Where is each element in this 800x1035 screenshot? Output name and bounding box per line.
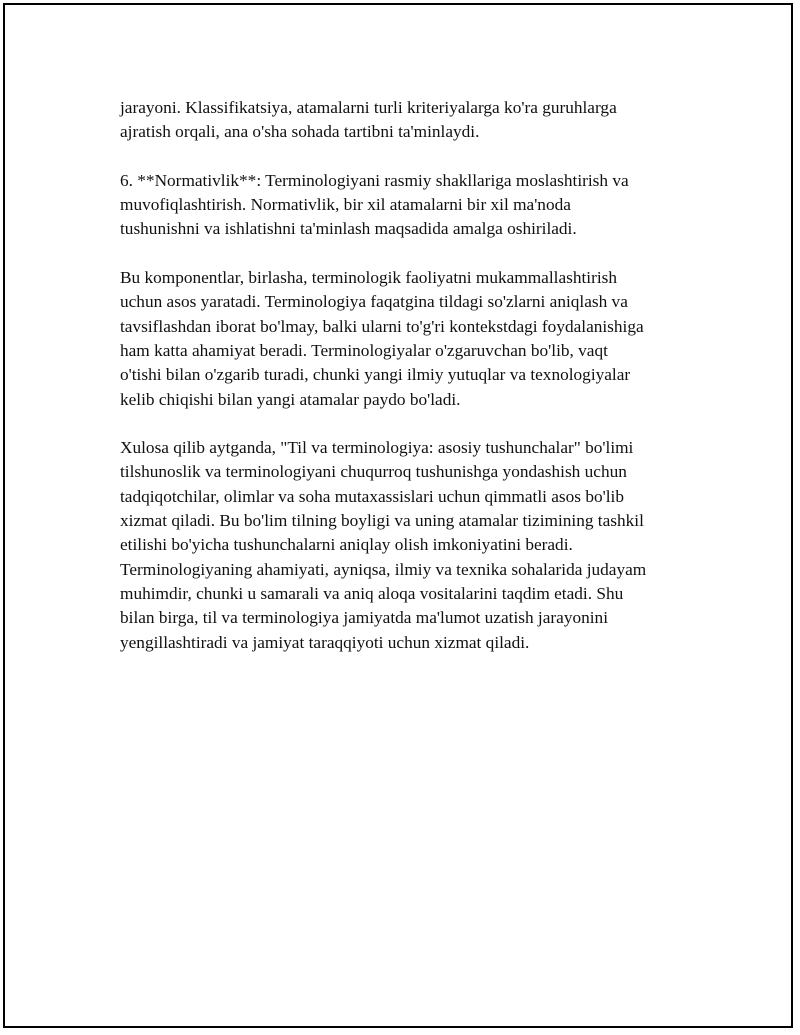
paragraph-spacer [120, 242, 690, 266]
page-body [120, 96, 690, 655]
document-page [3, 3, 793, 1028]
text-line: tadqiqotchilar, olimlar va soha mutaxassislari uchun qimmatli asos bo'lib [120, 486, 624, 506]
paragraph-classification-end [120, 96, 690, 145]
text-line: Xulosa qilib aytganda, "Til va terminologiya: asosiy tushunchalar" bo'limi [120, 438, 634, 458]
text-line: Terminologiyaning ahamiyati, ayniqsa, ilmiy va texnika sohalarida judayam [120, 559, 647, 579]
text-line: tilshunoslik va terminologiyani chuqurroq tushunishga yondashish uchun [120, 462, 627, 482]
text-line: uchun asos yaratadi. Terminologiya faqatgina tildagi so'zlarni aniqlash va [120, 292, 628, 312]
text-line: xizmat qiladi. Bu bo'lim tilning boyligi va uning atamalar tizimining tashkil [120, 511, 644, 531]
text-line: kelib chiqishi bilan yangi atamalar paydo bo'ladi. [120, 389, 461, 409]
paragraph-spacer [120, 412, 690, 436]
text-line: o'tishi bilan o'zgarib turadi, chunki yangi ilmiy yutuqlar va texnologiyalar [120, 365, 631, 385]
text-line: 6. **Normativlik**: Terminologiyani rasmiy shakllariga moslashtirish va [120, 170, 629, 190]
paragraph-normativlik [120, 169, 690, 242]
text-line: tavsiflashdan iborat bo'lmay, balki ularni to'g'ri kontekstdagi foydalanishiga [120, 316, 644, 336]
text-line: ajratish orqali, ana o'sha sohada tartibni ta'minlaydi. [120, 122, 480, 142]
text-line: tushunishni va ishlatishni ta'minlash maqsadida amalga oshiriladi. [120, 219, 577, 239]
text-line: muhimdir, chunki u samarali va aniq aloqa vositalarini taqdim etadi. Shu [120, 583, 624, 603]
text-line: bilan birga, til va terminologiya jamiyatda ma'lumot uzatish jarayonini [120, 608, 608, 628]
text-line: yengillashtiradi va jamiyat taraqqiyoti uchun xizmat qiladi. [120, 632, 530, 652]
text-line: ham katta ahamiyat beradi. Terminologiyalar o'zgaruvchan bo'lib, vaqt [120, 340, 608, 360]
text-line: jarayoni. Klassifikatsiya, atamalarni turli kriteriyalarga ko'ra guruhlarga [120, 98, 617, 117]
text-line: etilishi bo'yicha tushunchalarni aniqlay olish imkoniyatini beradi. [120, 535, 573, 555]
paragraph-conclusion [120, 436, 690, 655]
text-line: Bu komponentlar, birlasha, terminologik faoliyatni mukammallashtirish [120, 268, 618, 288]
text-line: muvofiqlashtirish. Normativlik, bir xil atamalarni bir xil ma'noda [120, 195, 571, 215]
paragraph-spacer [120, 145, 690, 169]
paragraph-components [120, 266, 690, 412]
